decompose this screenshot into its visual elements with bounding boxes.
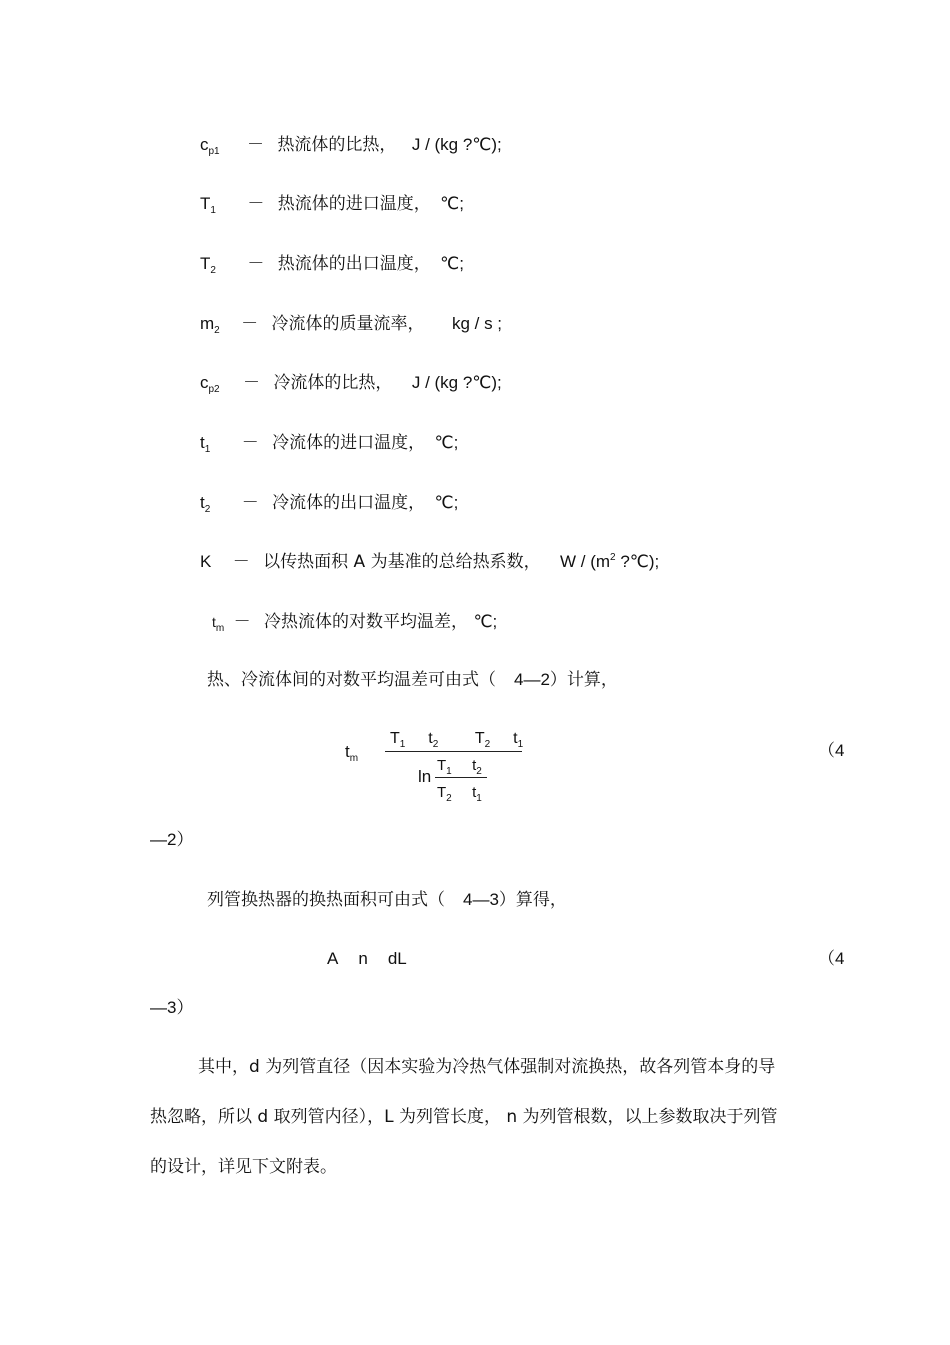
unit: J / (kg ?℃);: [411, 373, 502, 392]
dash: －: [233, 612, 251, 632]
symbol: T: [200, 194, 211, 213]
description: 热流体的出口温度，: [277, 254, 431, 274]
eq-label-continued: —3）: [150, 998, 194, 1017]
definition-row: [200, 135, 502, 157]
eq-label: （4: [818, 949, 845, 968]
eq-ln: ln: [418, 767, 432, 786]
definition-row: [200, 553, 659, 571]
dash: －: [241, 314, 259, 334]
unit: kg / s ;: [451, 314, 503, 333]
description: 热流体的进口温度，: [277, 194, 431, 214]
definition-row: [200, 254, 464, 276]
symbol: c: [200, 135, 209, 154]
eq3-body: A n dL: [327, 949, 407, 968]
unit: ℃;: [440, 194, 464, 213]
symbol-subscript: 2: [204, 504, 211, 515]
definition-row: [212, 612, 498, 634]
description: 冷流体的出口温度，: [272, 493, 426, 513]
eq-inner-numerator: $T_1$ $t_2$: [437, 757, 482, 777]
paragraph-line: 的设计，详见下文附表。: [150, 1157, 337, 1177]
symbol: t: [200, 433, 205, 452]
unit: J / (kg ?℃);: [411, 135, 502, 154]
definition-row: [200, 433, 459, 455]
paragraph-eq2-intro: 热、冷流体间的对数平均温差可由式（ 4—2）计算，: [207, 670, 618, 690]
definition-row: [200, 194, 464, 216]
dash: －: [241, 433, 259, 453]
symbol-subscript: 1: [204, 444, 211, 455]
unit: ℃;: [440, 254, 464, 273]
eq-numerator: $T_1$ $t_2$ $T_2$ $t_1$: [390, 730, 524, 750]
description: 冷热流体的对数平均温差，: [264, 612, 469, 632]
unit: ℃;: [473, 612, 498, 631]
eq-label: （4: [818, 741, 845, 760]
symbol-subscript: p1: [208, 146, 220, 157]
symbol: c: [200, 373, 209, 392]
symbol: t: [212, 614, 216, 630]
eq-inner-denominator: $T_2$ $t_1$: [437, 784, 482, 804]
symbol: t: [200, 493, 205, 512]
dash: －: [232, 552, 250, 572]
eq-label-continued: —2）: [150, 830, 194, 849]
symbol: K: [200, 552, 212, 571]
description: 冷流体的进口温度，: [272, 433, 426, 453]
symbol-subscript: m: [215, 623, 225, 634]
paragraph-line: 其中，d 为列管直径（因本实验为冷热气体强制对流换热，故各列管本身的导: [198, 1057, 776, 1077]
description: 以传热面积 A 为基准的总给热系数，: [263, 552, 541, 572]
paragraph-line: 热忽略，所以 d 取列管内径），L 为列管长度， n 为列管根数，以上参数取决于列管: [150, 1107, 778, 1127]
definition-row: [200, 314, 503, 336]
dash: －: [247, 194, 265, 214]
inner-fraction-bar: [435, 777, 487, 778]
symbol: m: [200, 314, 215, 333]
description: 冷流体的质量流率，: [271, 314, 425, 334]
description: 冷流体的比热，: [273, 373, 393, 393]
symbol: T: [200, 254, 211, 273]
paragraph-eq3-intro: 列管换热器的换热面积可由式（ 4—3）算得，: [207, 890, 567, 910]
unit: W / ($m^2$ ?℃);: [560, 552, 660, 571]
eq-lhs: $t_m$: [345, 742, 359, 764]
fraction-bar: [385, 751, 522, 752]
dash: －: [241, 493, 259, 513]
dash: －: [247, 135, 265, 155]
definition-row: [200, 493, 459, 515]
dash: －: [247, 254, 265, 274]
symbol-subscript: 2: [210, 265, 216, 276]
description: 热流体的比热，: [277, 135, 397, 155]
symbol-subscript: 1: [210, 205, 216, 216]
unit: ℃;: [434, 493, 459, 512]
dash: －: [243, 373, 261, 393]
unit: ℃;: [434, 433, 459, 452]
symbol-subscript: p2: [208, 384, 220, 395]
symbol-subscript: 2: [214, 325, 220, 336]
definition-row: [200, 373, 502, 395]
